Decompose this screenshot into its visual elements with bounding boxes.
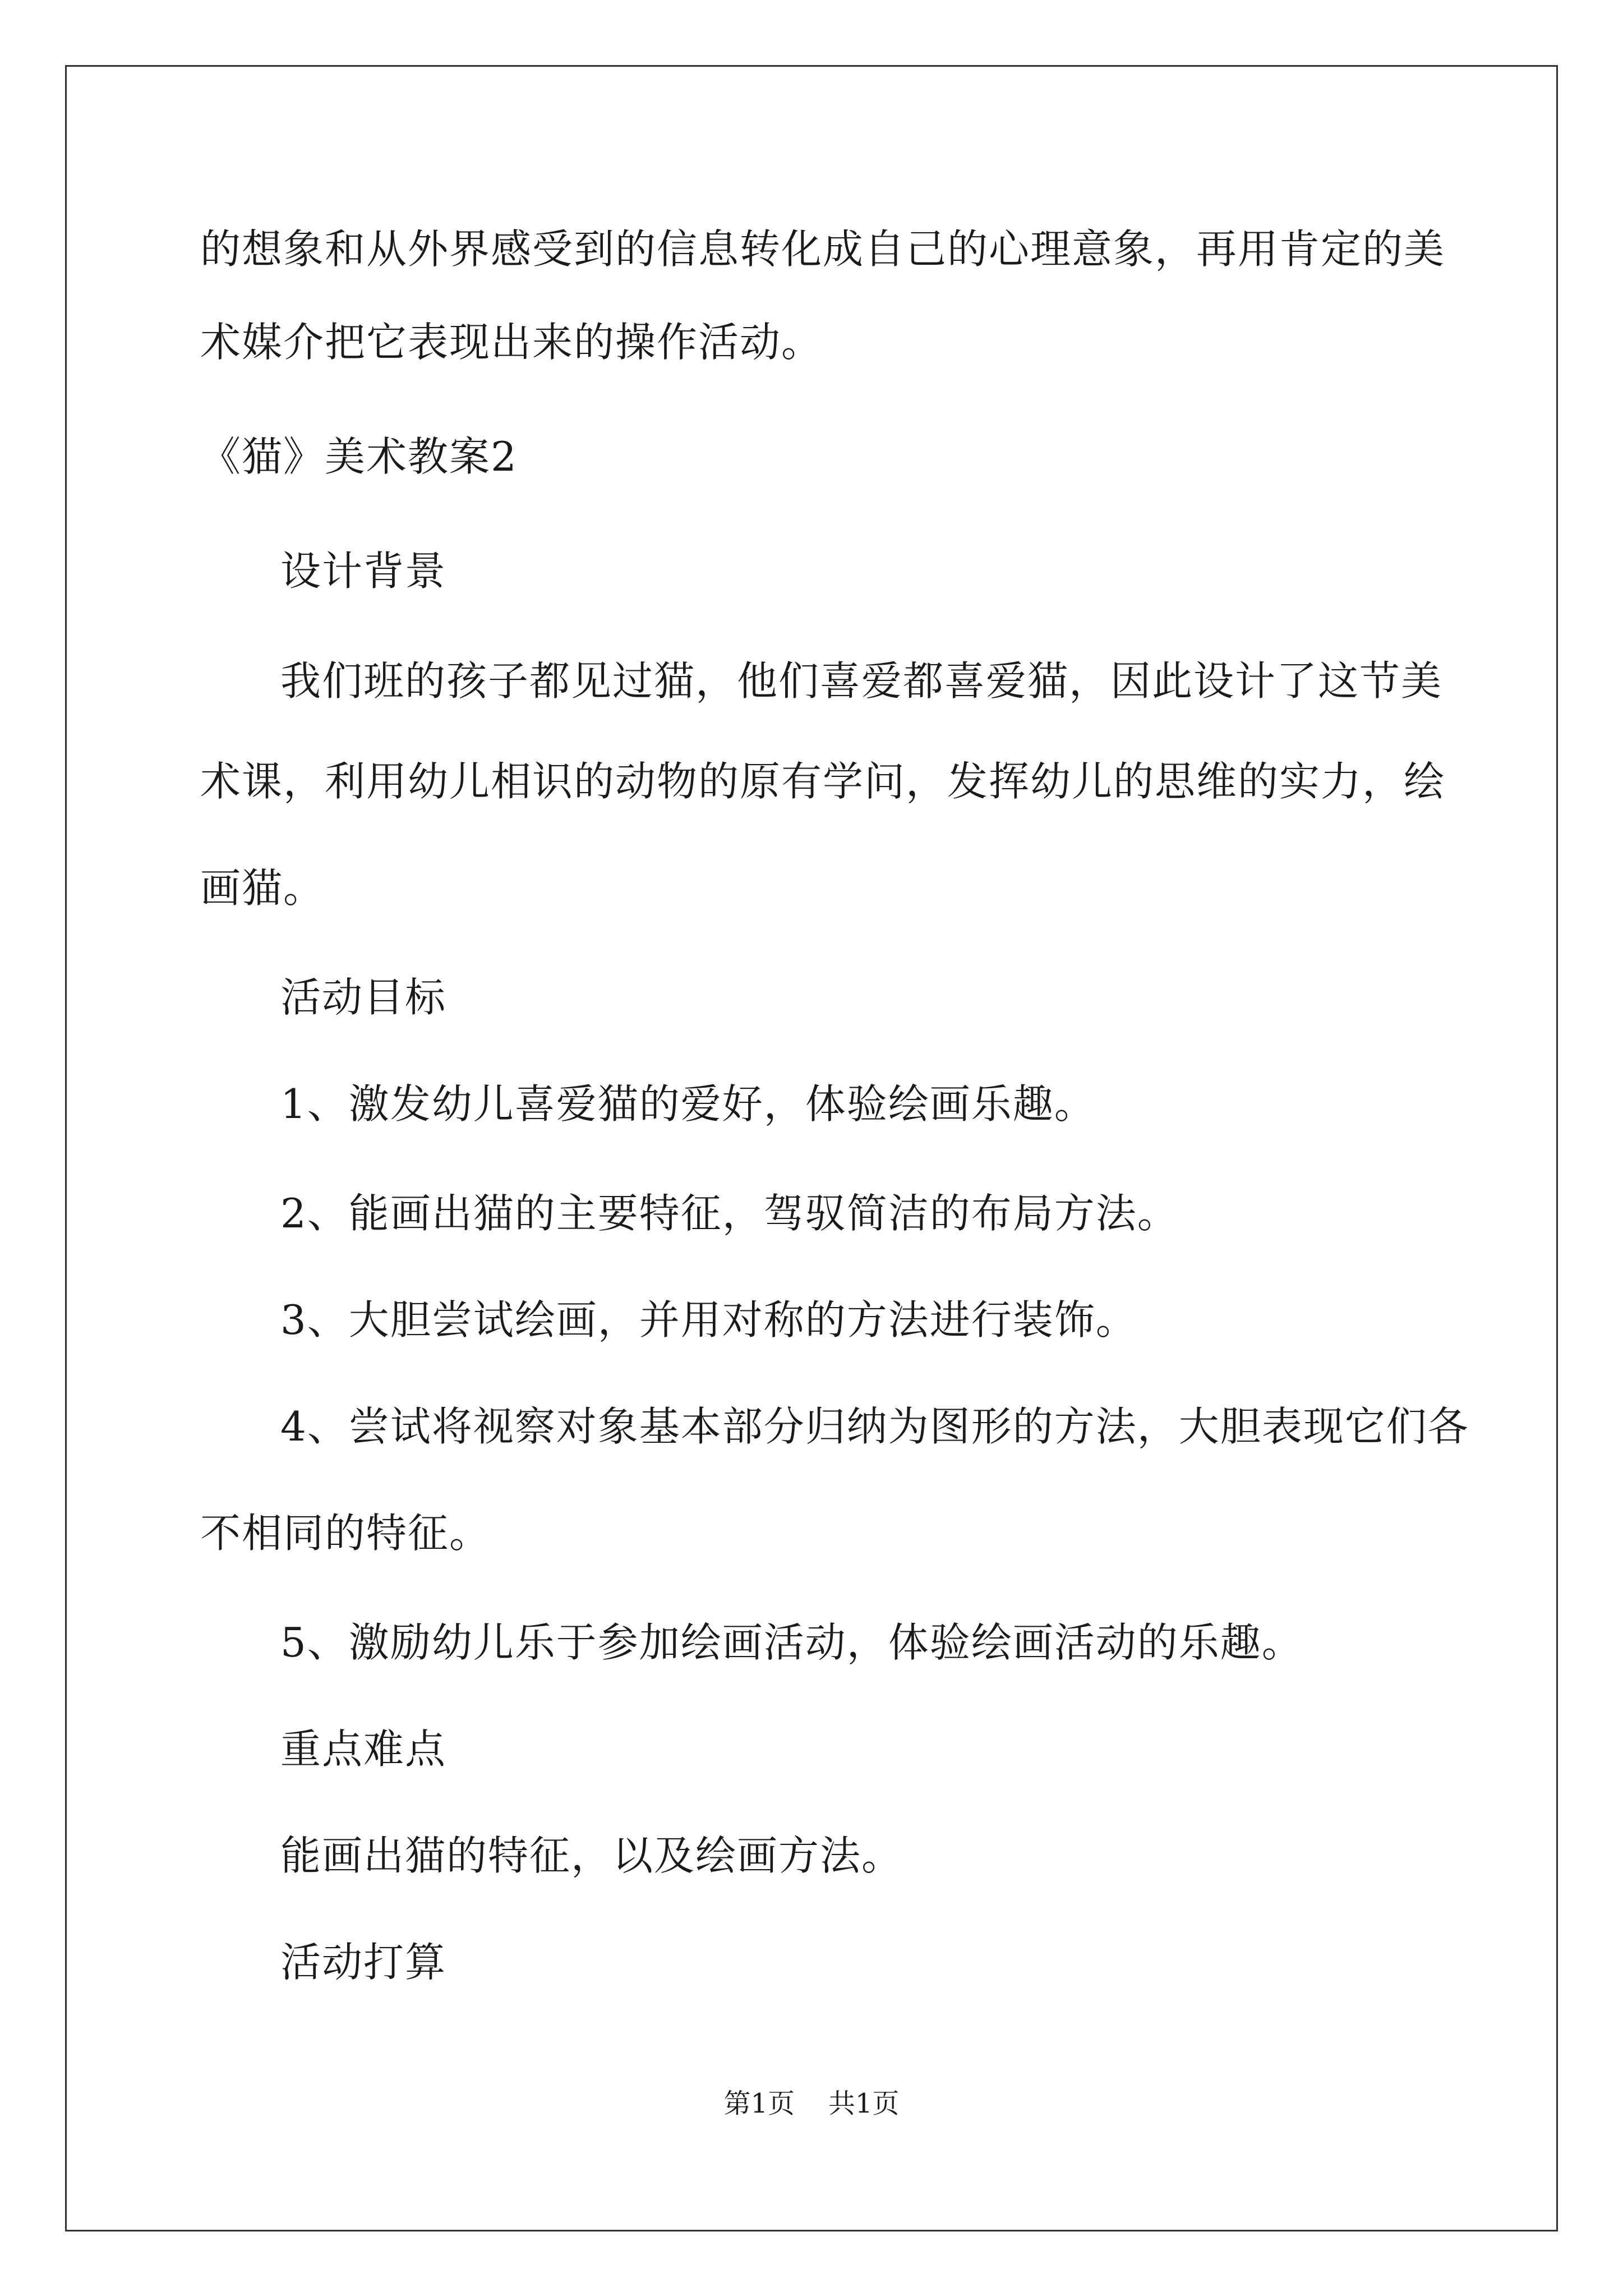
goal-item-2: 2、能画出猫的主要特征，驾驭简洁的布局方法。	[280, 1190, 1179, 1237]
goal-item-4-line-1: 4、尝试将视察对象基本部分归纳为图形的方法，大胆表现它们各	[280, 1403, 1469, 1450]
body-line-background-1: 我们班的孩子都见过猫，他们喜爱都喜爱猫，因此设计了这节美	[280, 657, 1443, 705]
body-line-background-2: 术课，利用幼儿相识的动物的原有学问，发挥幼儿的思维的实力，绘	[200, 758, 1446, 805]
page-border	[65, 65, 1558, 2231]
goal-item-4-line-2: 不相同的特征。	[200, 1510, 491, 1557]
body-line-1: 的想象和从外界感受到的信息转化成自己的心理意象，再用肯定的美	[200, 226, 1446, 273]
page-number-current: 第1页	[723, 2088, 795, 2119]
heading-activity-goals: 活动目标	[280, 974, 447, 1021]
body-line-2: 术媒介把它表现出来的操作活动。	[200, 319, 823, 366]
body-line-background-3: 画猫。	[200, 864, 325, 912]
section-title: 《猫》美术教案2	[200, 433, 518, 480]
heading-design-background: 设计背景	[280, 547, 447, 595]
page-footer	[0, 2087, 1623, 2120]
goal-item-3: 3、大胆尝试绘画，并用对称的方法进行装饰。	[280, 1296, 1137, 1343]
goal-item-1: 1、激发幼儿喜爱猫的爱好，体验绘画乐趣。	[280, 1080, 1096, 1128]
goal-item-5: 5、激励幼儿乐于参加绘画活动，体验绘画活动的乐趣。	[280, 1619, 1303, 1666]
page-number-total: 共1页	[828, 2088, 900, 2119]
key-difficulties-text: 能画出猫的特征，以及绘画方法。	[280, 1832, 903, 1879]
heading-activity-preparation: 活动打算	[280, 1939, 447, 1986]
heading-key-difficulties: 重点难点	[280, 1726, 447, 1773]
